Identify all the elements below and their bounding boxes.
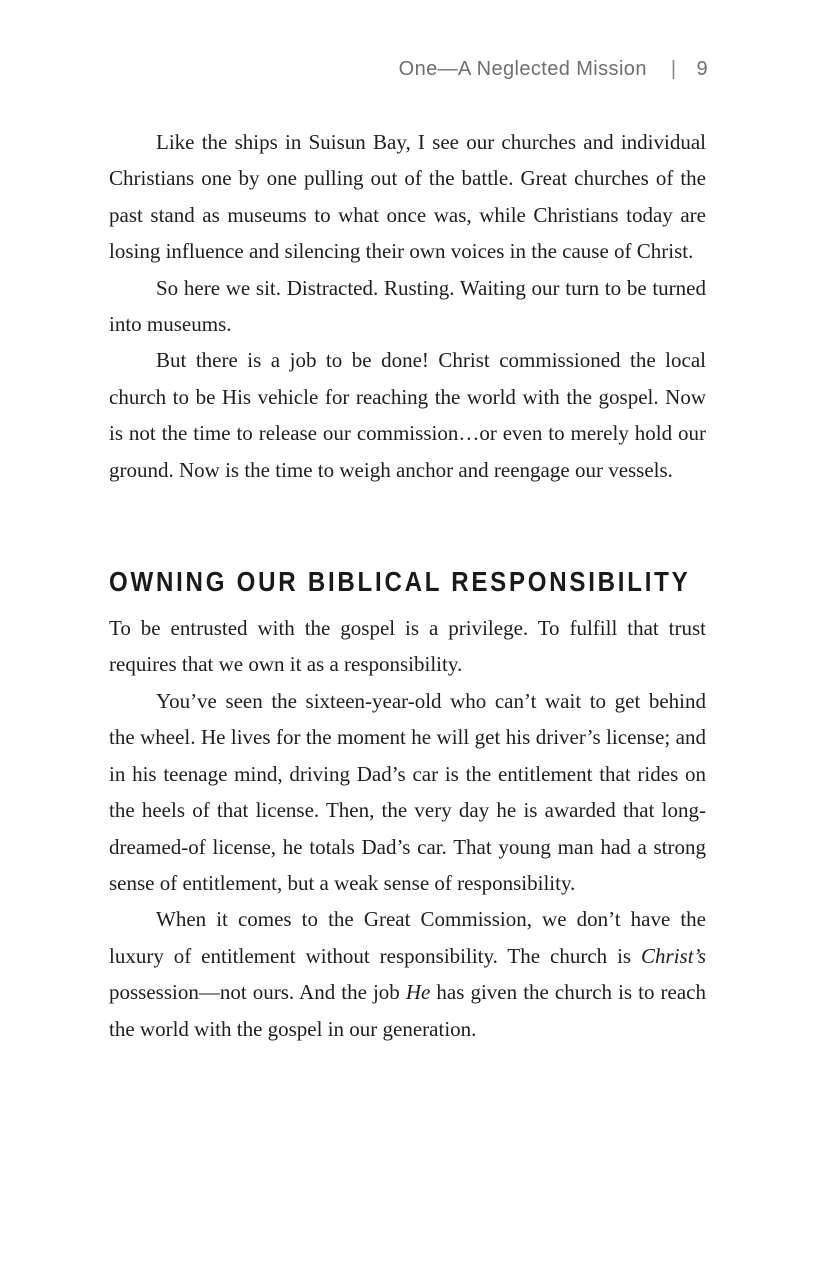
paragraph: You’ve seen the sixteen-year-old who can’t wait to get behind the wheel. He lives for the moment he will get his driver’s license; and in his teenage mind, driving Dad’s car is the entitlement that rides on the heels of that license. Then, the very day he is awarded that long-dreamed-of license, he totals Dad’s car. That young man had a strong sense of entitlement, but a weak sense of responsibility. (109, 688, 706, 895)
emphasis-text: Christ’s (641, 943, 706, 968)
paragraph-text: possession—not ours. And the job (109, 980, 406, 1005)
page-number: 9 (696, 58, 708, 80)
paragraph: So here we sit. Distracted. Rusting. Waiting our turn to be turned into museums. (109, 275, 706, 337)
paragraph: To be entrusted with the gospel is a privilege. To fulfill that trust requires that we own it as a responsibility. (109, 616, 706, 677)
body-text (109, 124, 706, 1047)
paragraph: Like the ships in Suisun Bay, I see our churches and individual Christians one by one pulling out of the battle. Great churches of the past stand as museums to what once was, while Christians today are losing influence and silencing their own voices in the cause of Christ. (109, 130, 706, 264)
section-heading: OWNING OUR BIBLICAL RESPONSIBILITY (109, 566, 691, 598)
paragraph: But there is a job to be done! Christ commissioned the local church to be His vehicle for reaching the world with the gospel. Now is not the time to release our commission…or even to merely hold our ground. Now is the time to weigh anchor and reengage our vessels. (109, 348, 706, 482)
paragraph-text: has given the church is to reach the world with the gospel in our generation. (109, 980, 706, 1041)
paragraph-text: When it comes to the Great Commission, we don’t have the luxury of entitlement without responsibility. The church is (109, 907, 706, 968)
paragraph (109, 901, 706, 1047)
chapter-title: One—A Neglected Mission (398, 58, 647, 80)
running-header (399, 58, 708, 81)
header-separator: | (670, 58, 677, 80)
emphasis-text: He (405, 980, 431, 1005)
